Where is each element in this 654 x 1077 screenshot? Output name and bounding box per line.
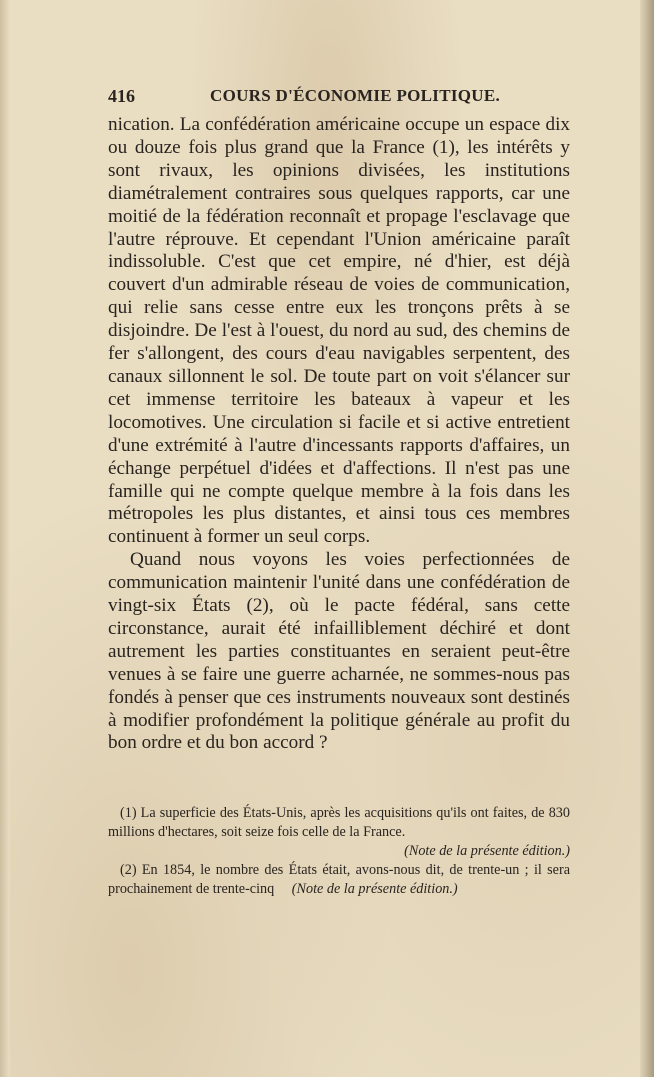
body-text [108, 114, 570, 755]
paragraph-1: nication. La confédération américaine occupe un espace dix ou douze fois plus grand que la France (1), les intérêts y sont rivaux, les opinions divisées, les institutions diamétralement contraires sous quelques rapports, car une moitié de la fédération reconnaît et propage l'esclavage que l'autre réprouve. Et cependant l'Union américaine paraît indissoluble. C'est que cet empire, né d'hier, est déjà couvert d'un admirable réseau de voies de communication, qui relie sans cesse entre eux les tronçons prêts à se disjoindre. De l'est à l'ouest, du nord au sud, des chemins de fer s'allongent, des cours d'eau navigables serpentent, des canaux sillonnent le sol. De toute part on voit s'élancer sur cet immense territoire les bateaux à vapeur et les locomotives. Une circulation si facile et si active entretient d'une extrémité à l'autre d'incessants rapports d'affaires, un échange perpétuel d'idées et d'affections. Il n'est pas une famille qui ne compte quelque membre à la fois dans les métropoles les plus distantes, et ainsi tous ces membres continuent à former un seul corps. [108, 114, 570, 548]
page-edge-right [640, 0, 654, 1077]
footnote-1: (1) La superficie des États-Unis, après les acquisitions qu'ils ont faites, de 830 millions d'hectares, soit seize fois celle de la France. [108, 805, 570, 840]
page-header [108, 86, 568, 112]
paragraph-2: Quand nous voyons les voies perfectionnées de communication maintenir l'unité dans une confédération de vingt-six États (2), où le pacte fédéral, sans cette circonstance, aurait été infailliblement déchiré et dont autrement les parties constituantes en seraient peut-être venues à se faire une guerre acharnée, ne sommes-nous pas fondés à penser que ces instruments nouveaux sont destinés à modifier profondément la politique générale au profit du bon ordre et du bon accord ? [108, 549, 570, 754]
page-number: 416 [108, 86, 135, 106]
footnote-2-text: (2) En 1854, le nombre des États était, avons-nous dit, de trente-un ; il sera prochainement de trente-cinq [108, 862, 570, 897]
footnotes [108, 804, 570, 899]
footnote-2-note: (Note de la présente édition.) [291, 881, 458, 897]
page-edge-left [0, 0, 10, 1077]
footnote-2 [108, 861, 570, 899]
running-head: COURS D'ÉCONOMIE POLITIQUE. [210, 86, 501, 105]
footnote-1-note: (Note de la présente édition.) [404, 843, 570, 859]
